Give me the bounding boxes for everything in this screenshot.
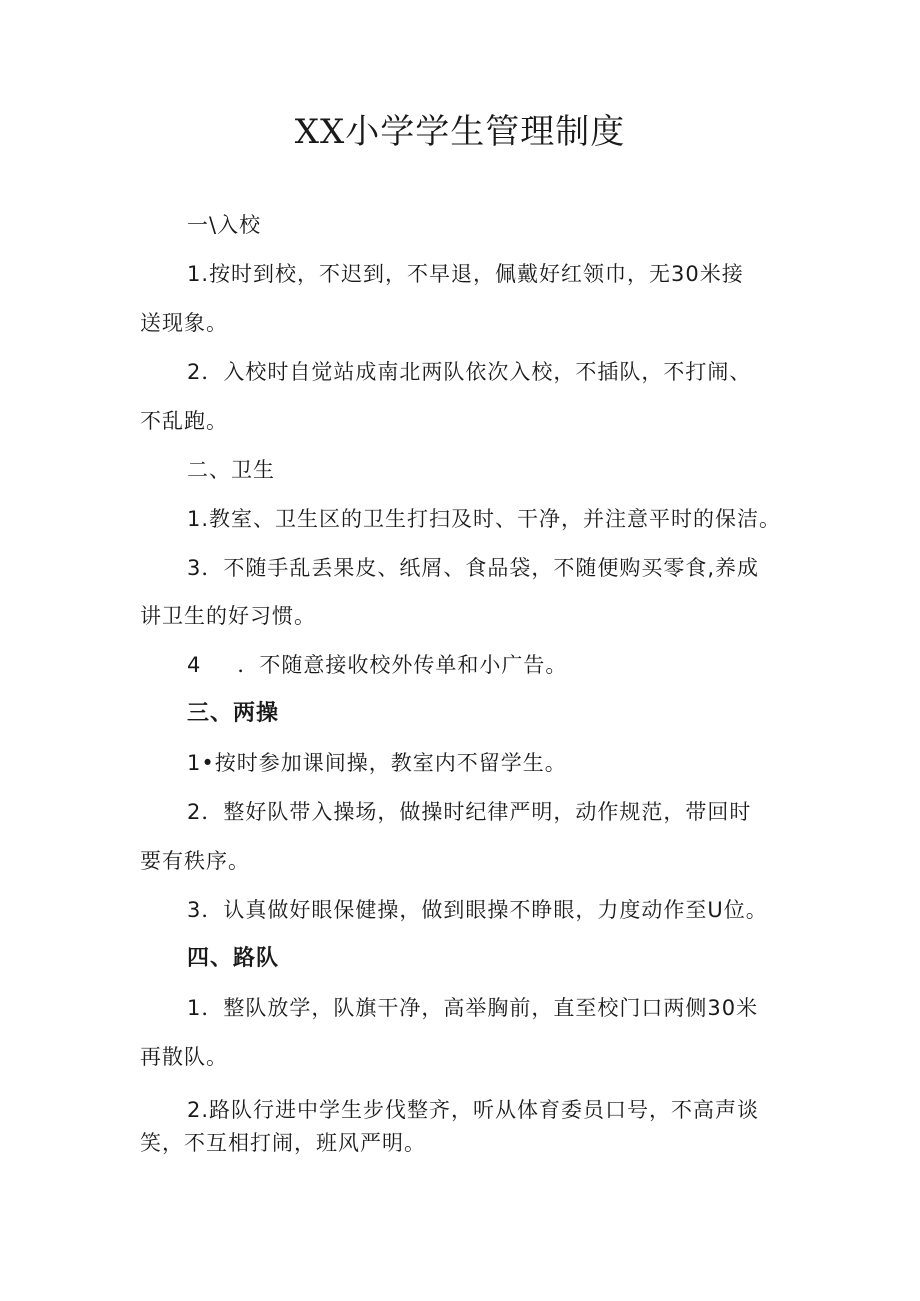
section-heading-enter-school: 一\入校: [187, 213, 262, 237]
paragraph-line: 3．不随手乱丢果皮、纸屑、食品袋，不随便购买零食,养成: [187, 556, 760, 580]
paragraph-line: 1．整队放学，队旗干净，高举胸前，直至校门口两侧30米: [187, 996, 759, 1020]
paragraph-line: 再散队。: [140, 1045, 228, 1069]
paragraph-line: 送现象。: [140, 311, 228, 335]
paragraph-line: 1.按时到校，不迟到，不早退，佩戴好红领巾，无30米接: [187, 262, 744, 286]
section-heading-hygiene: 二、卫生: [187, 458, 275, 482]
paragraph-line: 1.教室、卫生区的卫生打扫及时、干净，并注意平时的保洁。: [187, 507, 782, 531]
section-heading-queue: 四、路队: [187, 946, 280, 971]
item-text: ．不随意接收校外传单和小广告。: [237, 653, 568, 677]
paragraph-line: 不乱跑。: [140, 409, 228, 433]
section-heading-exercises: 三、两操: [187, 701, 280, 726]
document-title: XX小学学生管理制度: [294, 112, 626, 152]
paragraph-line: 2．整好队带入操场，做操时纪律严明，动作规范，带回时: [187, 800, 752, 824]
paragraph-line: 3．认真做好眼保健操，做到眼操不睁眼，力度动作至U位。: [187, 898, 768, 922]
paragraph-line: 2．入校时自觉站成南北两队依次入校，不插队，不打闹、: [187, 360, 752, 384]
paragraph-line: 要有秩序。: [140, 849, 250, 873]
paragraph-line: 1•按时参加课间操，教室内不留学生。: [187, 751, 567, 775]
paragraph-line: 2.路队行进中学生步伐整齐，听从体育委员口号，不高声谈: [187, 1098, 760, 1122]
paragraph-line: 笑，不互相打闹，班风严明。: [140, 1131, 426, 1155]
paragraph-line: [187, 649, 847, 681]
item-number: 4: [187, 653, 202, 677]
paragraph-line: 讲卫生的好习惯。: [140, 604, 316, 628]
